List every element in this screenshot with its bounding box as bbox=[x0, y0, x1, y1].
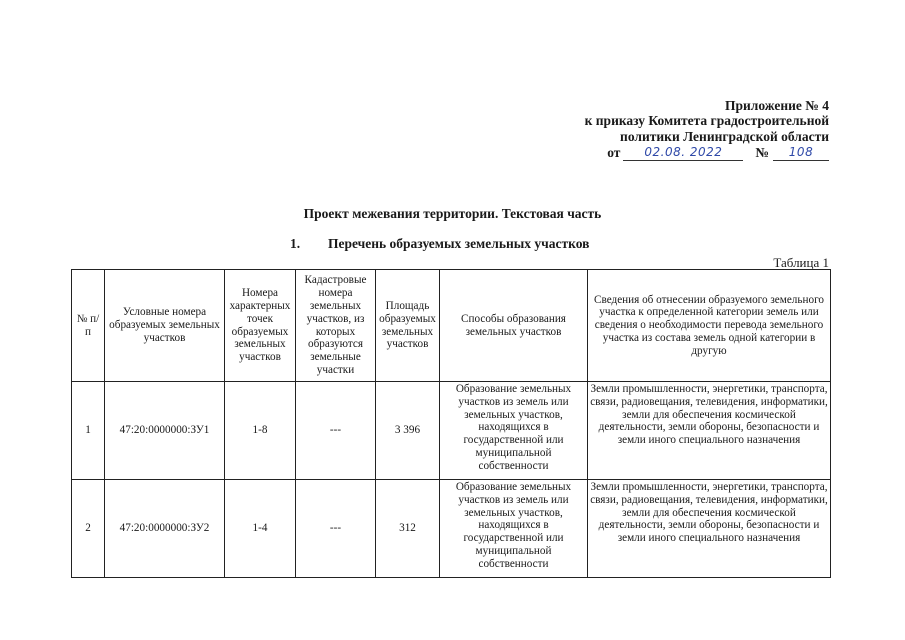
land-category: Земли промышленности, энергетики, транспорта, связи, радиовещания, телевидения, информатики, земли для обеспечения космической деятельности, земли обороны, безопасности и земли иного специального назначения bbox=[588, 480, 831, 578]
parcel-area: 3 396 bbox=[376, 382, 440, 480]
column-header: Сведения об отнесении образуемого земельного участка к определенной категории земель или сведения о необходимости перевода земельного участка из состава земель одной категории в другую bbox=[588, 270, 831, 382]
formation-method: Образование земельных участков из земель или земельных участков, находящихся в государственной или муниципальной собственности bbox=[440, 382, 588, 480]
column-header: Способы образования земельных участков bbox=[440, 270, 588, 382]
order-line-2: политики Ленинградской области bbox=[620, 129, 829, 144]
section-title: Перечень образуемых земельных участков bbox=[328, 236, 590, 251]
row-number: 1 bbox=[72, 382, 105, 480]
column-header: Условные номера образуемых земельных участков bbox=[105, 270, 225, 382]
row-number: 2 bbox=[72, 480, 105, 578]
order-date-line bbox=[585, 145, 829, 161]
point-range: 1-8 bbox=[225, 382, 296, 480]
land-category: Земли промышленности, энергетики, транспорта, связи, радиовещания, телевидения, информатики, земли для обеспечения космической деятельности, земли обороны, безопасности и земли иного специального назначения bbox=[588, 382, 831, 480]
parcels-table bbox=[71, 269, 831, 578]
appendix-heading: Приложение № 4 bbox=[725, 98, 829, 113]
table-row bbox=[72, 480, 831, 578]
cadastral-number: --- bbox=[296, 480, 376, 578]
column-header: № п/п bbox=[72, 270, 105, 382]
order-reference bbox=[585, 113, 829, 161]
column-header: Кадастровые номера земельных участков, из которых образуются земельные участки bbox=[296, 270, 376, 382]
point-range: 1-4 bbox=[225, 480, 296, 578]
order-date-handwritten: 02.08. 2022 bbox=[623, 145, 743, 161]
order-line-1: к приказу Комитета градостроительной bbox=[584, 113, 829, 128]
parcel-area: 312 bbox=[376, 480, 440, 578]
parcel-id: 47:20:0000000:ЗУ2 bbox=[105, 480, 225, 578]
table-label: Таблица 1 bbox=[773, 255, 829, 270]
table-row bbox=[72, 382, 831, 480]
column-header: Номера характерных точек образуемых земельных участков bbox=[225, 270, 296, 382]
parcel-id: 47:20:0000000:ЗУ1 bbox=[105, 382, 225, 480]
column-header: Площадь образуемых земельных участков bbox=[376, 270, 440, 382]
document-title: Проект межевания территории. Текстовая часть bbox=[303, 206, 602, 221]
from-label: от bbox=[607, 145, 621, 160]
section-number: 1. bbox=[290, 236, 301, 251]
number-label: № bbox=[755, 145, 769, 160]
table-header-row bbox=[72, 270, 831, 382]
cadastral-number: --- bbox=[296, 382, 376, 480]
formation-method: Образование земельных участков из земель или земельных участков, находящихся в государственной или муниципальной собственности bbox=[440, 480, 588, 578]
order-number-handwritten: 108 bbox=[773, 145, 829, 161]
section-heading bbox=[290, 236, 589, 252]
